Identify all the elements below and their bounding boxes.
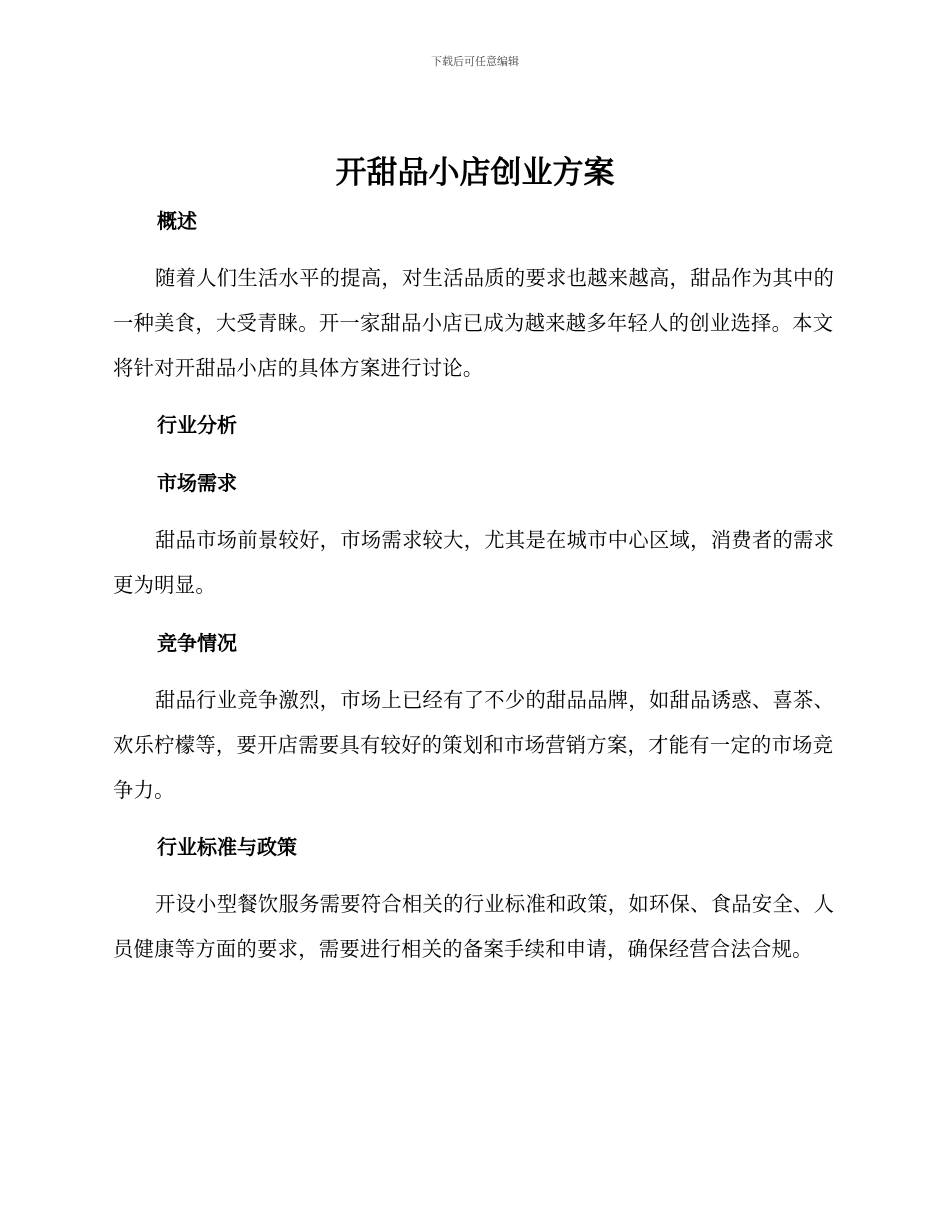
section-heading-overview: 概述: [157, 209, 197, 233]
paragraph-market-demand: 甜品市场前景较好，市场需求较大，尤其是在城市中心区域，消费者的需求更为明显。: [113, 528, 835, 597]
paragraph-overview: 随着人们生活水平的提高，对生活品质的要求也越来越高，甜品作为其中的一种美食，大受青睐。开一家甜品小店已成为越来越多年轻人的创业选择。本文将针对开甜品小店的具体方案进行讨论。: [113, 266, 835, 380]
section-heading-market-demand: 市场需求: [157, 471, 237, 495]
section-heading-competition: 竞争情况: [157, 631, 237, 655]
document-title: 开甜品小店创业方案: [335, 155, 615, 191]
header-note: 下载后可任意编辑: [431, 55, 519, 68]
section-heading-industry-analysis: 行业分析: [157, 413, 237, 437]
paragraph-competition: 甜品行业竞争激烈，市场上已经有了不少的甜品品牌，如甜品诱惑、喜茶、欢乐柠檬等，要开店需要具有较好的策划和市场营销方案，才能有一定的市场竞争力。: [113, 688, 835, 802]
section-heading-standards-policy: 行业标准与政策: [157, 835, 297, 859]
paragraph-standards-policy: 开设小型餐饮服务需要符合相关的行业标准和政策，如环保、食品安全、人员健康等方面的要求，需要进行相关的备案手续和申请，确保经营合法合规。: [113, 892, 835, 961]
